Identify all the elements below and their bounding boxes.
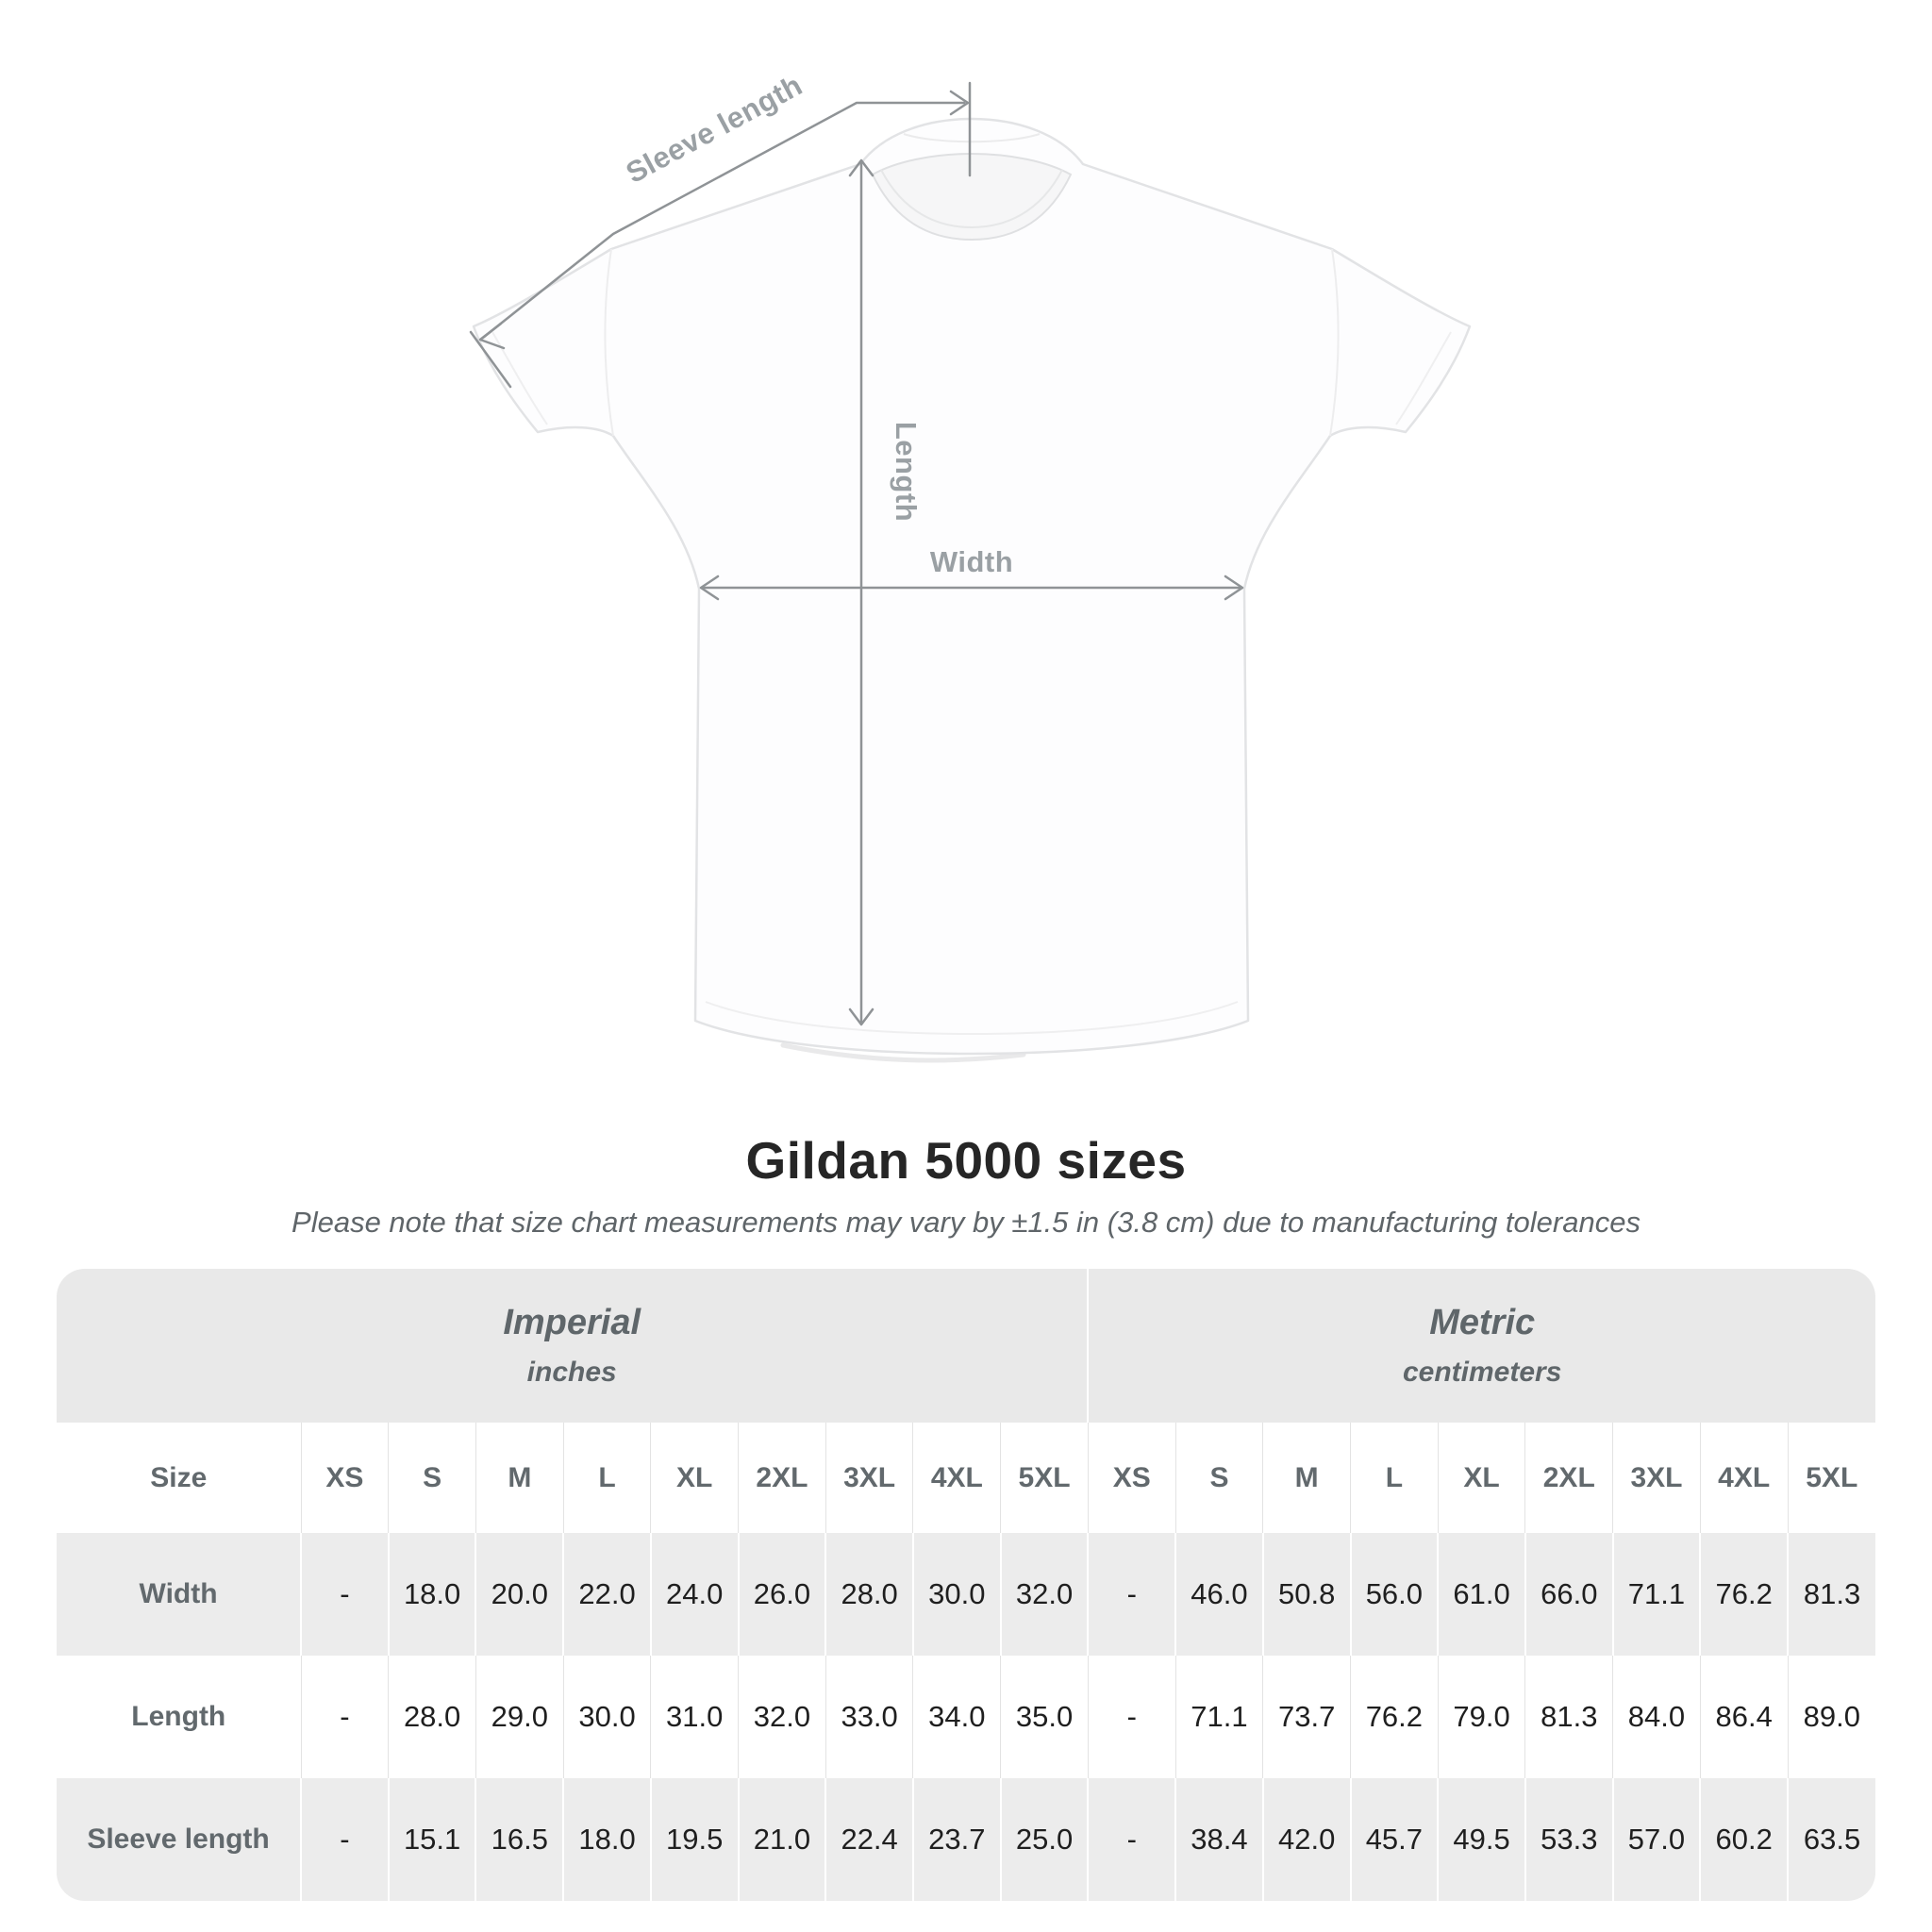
table-cell: 89.0 (1788, 1656, 1875, 1778)
table-cell: 66.0 (1525, 1533, 1613, 1656)
imperial-header-cell (57, 1269, 1088, 1423)
table-cell: 26.0 (739, 1533, 826, 1656)
table-row-width (57, 1533, 1875, 1656)
metric-unit: centimeters (1402, 1357, 1562, 1389)
table-cell: 71.1 (1175, 1656, 1263, 1778)
size-col-header-metric-l: L (1351, 1423, 1439, 1533)
row-label: Length (131, 1701, 226, 1732)
table-cell: 50.8 (1263, 1533, 1351, 1656)
table-cell: 20.0 (475, 1533, 563, 1656)
table-cell: - (301, 1778, 389, 1901)
table-cell: 53.3 (1525, 1778, 1613, 1901)
size-header-row (57, 1423, 1875, 1533)
table-cell: 61.0 (1438, 1533, 1525, 1656)
page-title: Gildan 5000 sizes (745, 1131, 1187, 1190)
size-col-header-imperial-xl: XL (651, 1423, 739, 1533)
table-cell: 30.0 (563, 1656, 651, 1778)
table-row-length (57, 1656, 1875, 1778)
table-cell: 79.0 (1438, 1656, 1525, 1778)
table-cell: - (301, 1656, 389, 1778)
table-cell: - (1088, 1533, 1175, 1656)
table-cell: 18.0 (563, 1778, 651, 1901)
table-cell: 57.0 (1613, 1778, 1701, 1901)
table-cell: 31.0 (651, 1656, 739, 1778)
table-cell: 19.5 (651, 1778, 739, 1901)
table-cell: - (1088, 1778, 1175, 1901)
table-cell: 84.0 (1613, 1656, 1701, 1778)
size-col-header-imperial-xs: XS (301, 1423, 389, 1533)
size-col-header-metric-s: S (1175, 1423, 1263, 1533)
size-col-header-imperial-3xl: 3XL (825, 1423, 913, 1533)
size-col-header-metric-xs: XS (1088, 1423, 1175, 1533)
table-cell: 81.3 (1788, 1533, 1875, 1656)
table-cell: 81.3 (1525, 1656, 1613, 1778)
table-cell: 30.0 (913, 1533, 1001, 1656)
size-col-header-metric-m: M (1263, 1423, 1351, 1533)
table-cell: - (301, 1533, 389, 1656)
size-table (57, 1269, 1875, 1901)
size-table-container (57, 1269, 1875, 1901)
table-cell: 23.7 (913, 1778, 1001, 1901)
table-cell: 42.0 (1263, 1778, 1351, 1901)
size-column-header: Size (57, 1423, 301, 1533)
table-cell: 34.0 (913, 1656, 1001, 1778)
table-cell: 35.0 (1001, 1656, 1089, 1778)
size-col-header-imperial-2xl: 2XL (739, 1423, 826, 1533)
width-label: Width (929, 545, 1014, 578)
table-cell: 73.7 (1263, 1656, 1351, 1778)
table-cell: 45.7 (1351, 1778, 1439, 1901)
table-cell: 46.0 (1175, 1533, 1263, 1656)
table-cell: 28.0 (825, 1533, 913, 1656)
size-col-header-metric-2xl: 2XL (1525, 1423, 1613, 1533)
size-col-header-imperial-m: M (475, 1423, 563, 1533)
table-cell: 32.0 (1001, 1533, 1089, 1656)
table-cell: 56.0 (1351, 1533, 1439, 1656)
metric-header-cell (1088, 1269, 1875, 1423)
table-cell: 86.4 (1700, 1656, 1788, 1778)
table-cell: 28.0 (389, 1656, 476, 1778)
table-row-sleeve-length (57, 1778, 1875, 1901)
table-cell: 71.1 (1613, 1533, 1701, 1656)
table-cell: 76.2 (1700, 1533, 1788, 1656)
table-cell: 22.4 (825, 1778, 913, 1901)
size-col-header-metric-4xl: 4XL (1700, 1423, 1788, 1533)
size-col-header-imperial-s: S (389, 1423, 476, 1533)
table-cell: - (1088, 1656, 1175, 1778)
table-cell: 33.0 (825, 1656, 913, 1778)
table-cell: 38.4 (1175, 1778, 1263, 1901)
table-cell: 63.5 (1788, 1778, 1875, 1901)
row-label: Width (139, 1578, 218, 1609)
metric-title: Metric (1429, 1302, 1536, 1342)
table-cell: 21.0 (739, 1778, 826, 1901)
table-cell: 32.0 (739, 1656, 826, 1778)
page-subtitle: Please note that size chart measurements may vary by ±1.5 in (3.8 cm) due to manufacturing tolerances (291, 1206, 1641, 1239)
unit-header-row (57, 1269, 1875, 1423)
imperial-title: Imperial (503, 1302, 641, 1342)
table-cell: 49.5 (1438, 1778, 1525, 1901)
table-cell: 76.2 (1351, 1656, 1439, 1778)
table-cell: 16.5 (475, 1778, 563, 1901)
size-col-header-metric-xl: XL (1438, 1423, 1525, 1533)
size-col-header-imperial-l: L (563, 1423, 651, 1533)
table-cell: 24.0 (651, 1533, 739, 1656)
length-label: Length (890, 421, 923, 523)
size-col-header-imperial-5xl: 5XL (1001, 1423, 1089, 1533)
table-cell: 18.0 (389, 1533, 476, 1656)
row-label: Sleeve length (87, 1824, 270, 1855)
size-col-header-metric-3xl: 3XL (1613, 1423, 1701, 1533)
table-cell: 25.0 (1001, 1778, 1089, 1901)
table-cell: 29.0 (475, 1656, 563, 1778)
tshirt-silhouette (474, 119, 1470, 1054)
table-cell: 60.2 (1700, 1778, 1788, 1901)
sleeve-length-label: Sleeve length (620, 68, 808, 191)
imperial-unit: inches (526, 1357, 617, 1389)
table-cell: 22.0 (563, 1533, 651, 1656)
table-cell: 15.1 (389, 1778, 476, 1901)
size-col-header-metric-5xl: 5XL (1788, 1423, 1875, 1533)
size-table-body (57, 1533, 1875, 1901)
size-col-header-imperial-4xl: 4XL (913, 1423, 1001, 1533)
